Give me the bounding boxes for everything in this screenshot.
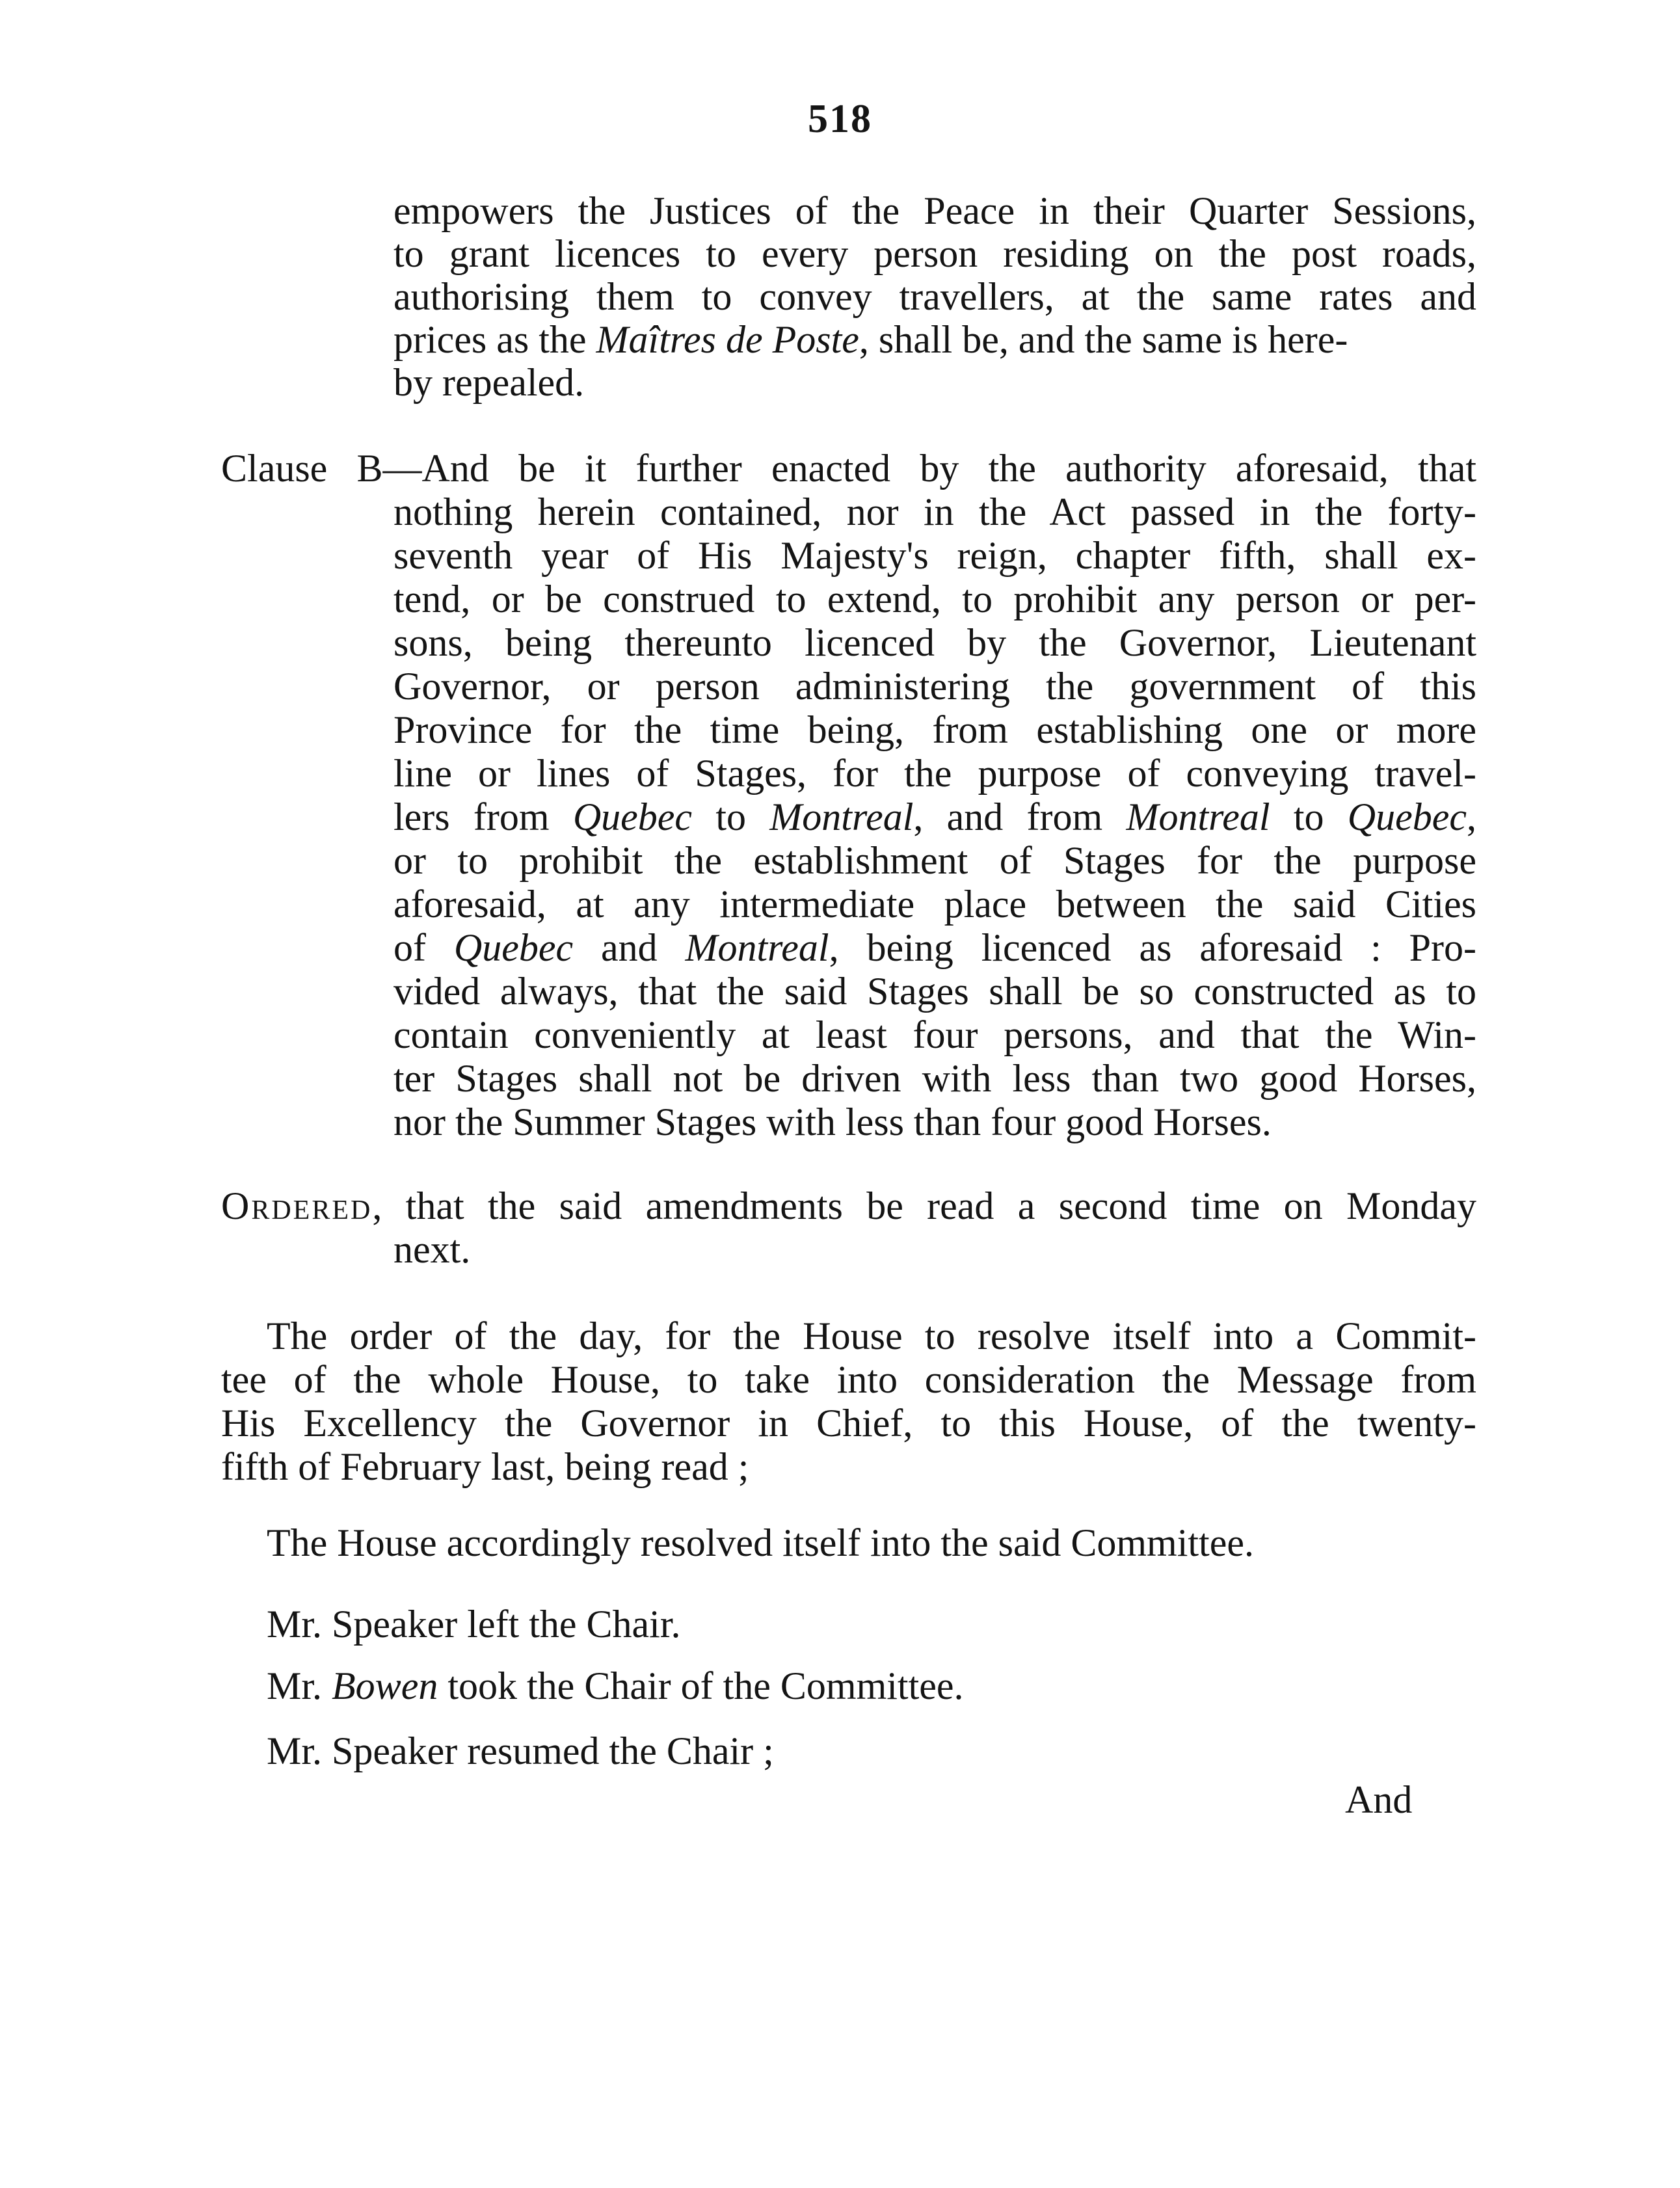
text-line: sons, being thereunto licenced by the Governor, Lieutenant — [393, 621, 1476, 664]
text-line: lers from Quebec to Montreal, and from Montreal to Quebec, — [393, 795, 1477, 838]
committee-resolved-line: The House accordingly resolved itself into the said Committee. — [267, 1521, 1254, 1564]
text-line: aforesaid, at any intermediate place between the said Cities — [393, 883, 1476, 926]
speaker-resumed-chair-line: Mr. Speaker resumed the Chair ; — [267, 1729, 774, 1772]
text-line: tend, or be construed to extend, to prohibit any person or per- — [393, 578, 1476, 620]
catchword: And — [1345, 1778, 1413, 1821]
text-line: by repealed. — [393, 361, 585, 404]
chair-of-committee-line: Mr. Bowen took the Chair of the Committee. — [267, 1664, 964, 1707]
text-line: vided always, that the said Stages shall be so constructed as to — [393, 970, 1476, 1013]
ordered-first-line: Ordered, that the said amendments be read a second time on Monday — [221, 1184, 1476, 1227]
speaker-left-chair-line: Mr. Speaker left the Chair. — [267, 1603, 681, 1646]
text-line: contain conveniently at least four persons, and that the Win- — [393, 1013, 1476, 1056]
member-name: Bowen — [332, 1664, 438, 1707]
text-line: Governor, or person administering the government of this — [393, 665, 1476, 708]
text-line: authorising them to convey travellers, at the same rates and — [393, 275, 1476, 318]
page-number: 518 — [808, 97, 872, 141]
clause-b-first-line: Clause B—And be it further enacted by the authority aforesaid, that — [221, 447, 1476, 490]
text-line: nothing herein contained, nor in the Act passed in the forty- — [393, 490, 1476, 533]
text-line: Province for the time being, from establishing one or more — [393, 708, 1476, 751]
text-line: tee of the whole House, to take into consideration the Message from — [221, 1358, 1476, 1401]
text-line: The order of the day, for the House to resolve itself into a Commit- — [267, 1314, 1476, 1357]
text-line: to grant licences to every person residing on the post roads, — [393, 232, 1476, 275]
text-line: prices as the Maîtres de Poste, shall be, and the same is here- — [393, 318, 1348, 361]
text-line: next. — [393, 1228, 471, 1271]
text-line: of Quebec and Montreal, being licenced as aforesaid : Pro- — [393, 926, 1476, 969]
text-line: fifth of February last, being read ; — [221, 1445, 749, 1488]
text-line: nor the Summer Stages with less than four good Horses. — [393, 1101, 1272, 1143]
italic-term: Maîtres de Poste — [596, 318, 859, 361]
text-line: His Excellency the Governor in Chief, to this House, of the twenty- — [221, 1402, 1476, 1445]
text-line: ter Stages shall not be driven with less than two good Horses, — [393, 1057, 1476, 1100]
text-line: empowers the Justices of the Peace in their Quarter Sessions, — [393, 189, 1476, 232]
ordered-keyword: Ordered — [221, 1184, 373, 1227]
text-line: seventh year of His Majesty's reign, chapter fifth, shall ex- — [393, 534, 1476, 577]
text-line: line or lines of Stages, for the purpose of conveying travel- — [393, 752, 1476, 795]
text-line: or to prohibit the establishment of Stages for the purpose — [393, 839, 1476, 882]
